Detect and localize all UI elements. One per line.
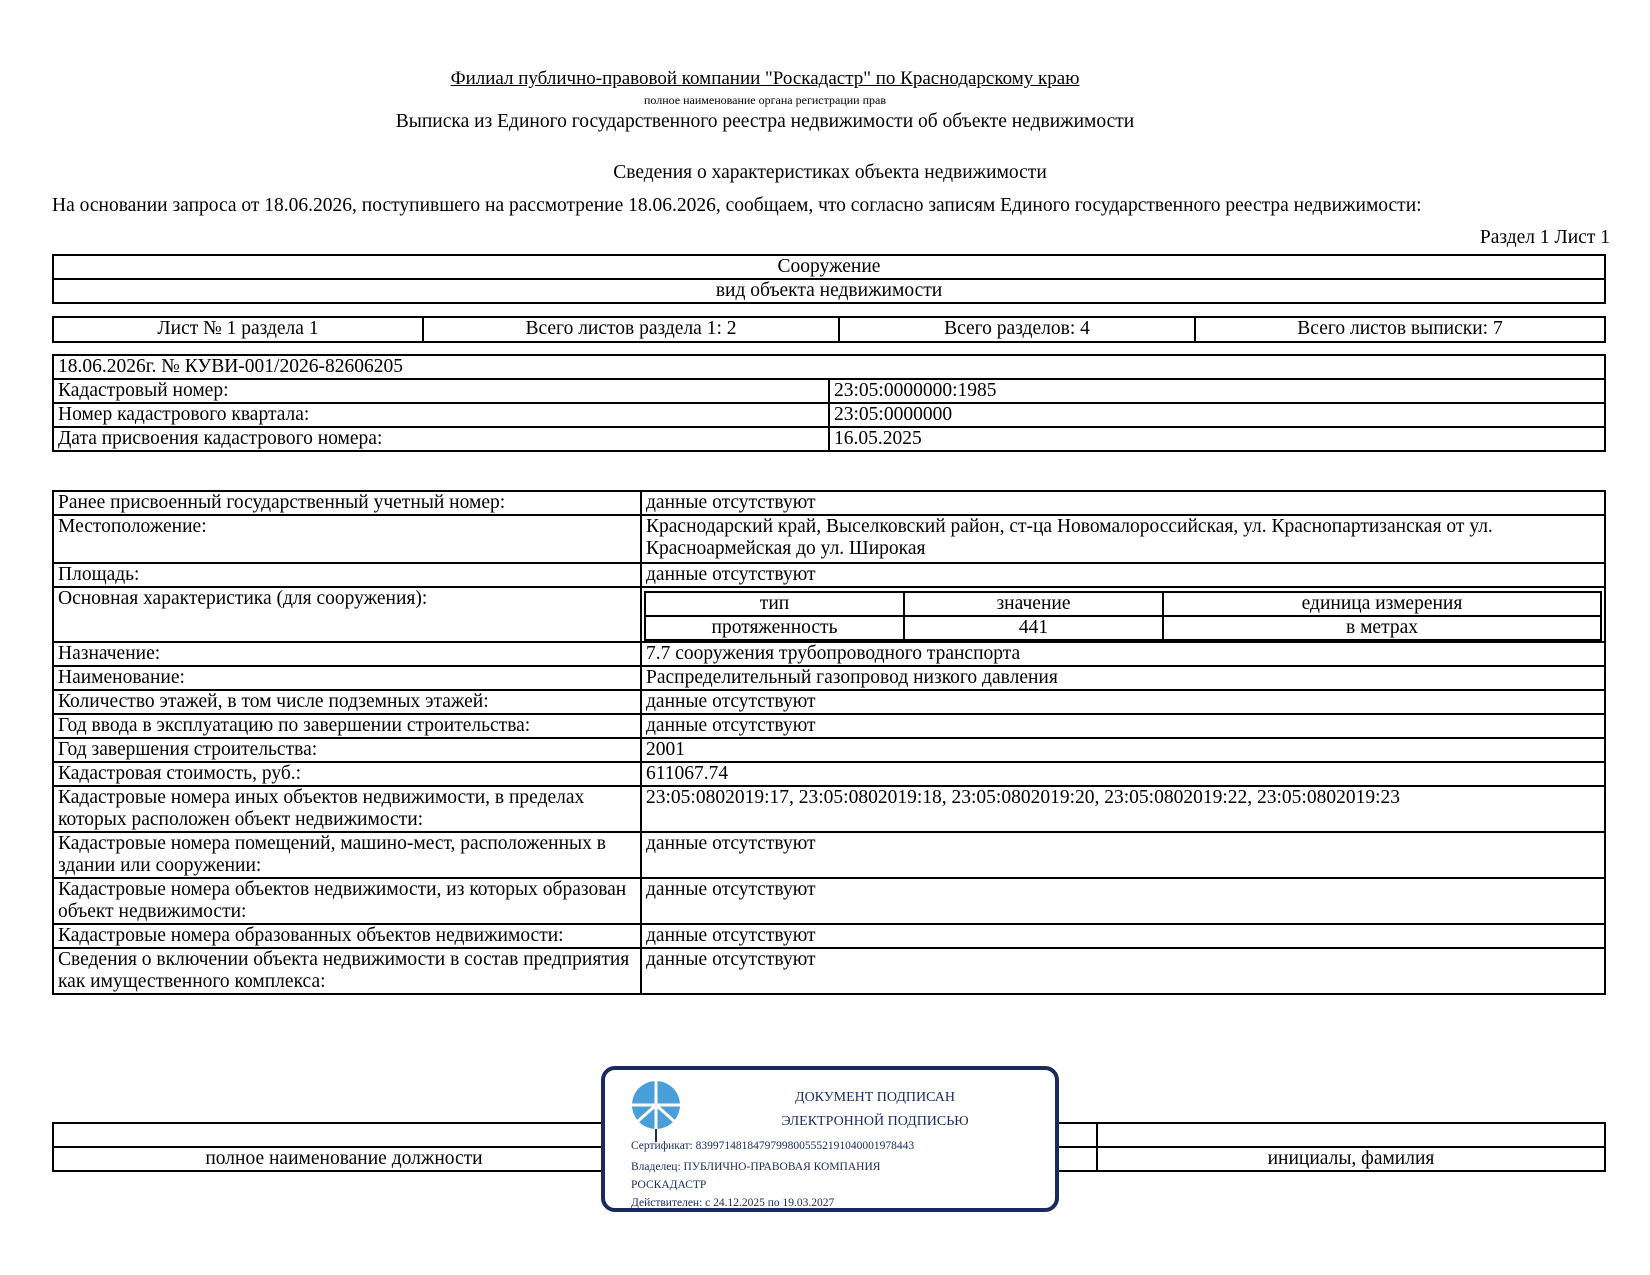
parent-objects-value: 23:05:0802019:17, 23:05:0802019:18, 23:05:0802019:20, 23:05:0802019:22, 23:05:0802019:23 [641,786,1605,832]
table-row [53,786,1605,832]
object-type-value: Сооружение [53,255,1605,279]
completion-year-label: Год завершения строительства: [53,738,641,762]
parent-objects-label: Кадастровые номера иных объектов недвижимости, в пределах которых расположен объект недвижимости: [53,786,641,832]
floors-label: Количество этажей, в том числе подземных этажей: [53,690,641,714]
table-row [53,948,1605,994]
area-value: данные отсутствуют [641,563,1605,587]
table-row [53,587,1605,642]
roskadastr-logo-icon [631,1080,681,1142]
main-characteristic-cell [641,587,1605,642]
purpose-value: 7.7 сооружения трубопроводного транспорта [641,642,1605,666]
characteristic-header-unit: единица измерения [1163,592,1601,616]
characteristic-unit: в метрах [1163,616,1601,640]
commission-year-label: Год ввода в эксплуатацию по завершении строительства: [53,714,641,738]
electronic-signature-stamp [601,1066,1059,1212]
cadastral-number-value: 23:05:0000000:1985 [829,379,1605,403]
cadastral-number-label: Кадастровый номер: [53,379,829,403]
statement-sheet-count: Всего листов выписки: 7 [1195,317,1605,342]
table-row [53,666,1605,690]
commission-year-value: данные отсутствуют [641,714,1605,738]
table-row [53,714,1605,738]
stamp-title-line1: ДОКУМЕНТ ПОДПИСАН [795,1090,955,1105]
purpose-label: Назначение: [53,642,641,666]
assignment-date-value: 16.05.2025 [829,427,1605,451]
table-row [53,642,1605,666]
name-caption: инициалы, фамилия [1097,1147,1605,1171]
main-characteristic-table [644,591,1602,641]
table-row [53,878,1605,924]
section-sheet-count: Всего листов раздела 1: 2 [423,317,839,342]
cadastral-quarter-label: Номер кадастрового квартала: [53,403,829,427]
characteristics-table [52,490,1606,995]
table-row [53,924,1605,948]
stamp-title-line2: ЭЛЕКТРОННОЙ ПОДПИСЬЮ [781,1114,969,1129]
characteristic-header-type: тип [645,592,904,616]
assignment-date-label: Дата присвоения кадастрового номера: [53,427,829,451]
source-objects-value: данные отсутствуют [641,878,1605,924]
enterprise-label: Сведения о включении объекта недвижимости в состав предприятия как имущественного комплекса: [53,948,641,994]
statement-number: 18.06.2026г. № КУВИ-001/2026-82606205 [53,355,1605,379]
sheets-table [52,316,1606,343]
area-label: Площадь: [53,563,641,587]
cadastral-quarter-value: 23:05:0000000 [829,403,1605,427]
cadastral-cost-value: 611067.74 [641,762,1605,786]
identification-table [52,354,1606,452]
section-reference: Раздел 1 Лист 1 [1479,227,1610,248]
stamp-owner-line1: Владелец: ПУБЛИЧНО-ПРАВОВАЯ КОМПАНИЯ [631,1161,881,1173]
table-row [53,738,1605,762]
name-field [1097,1123,1605,1147]
object-type-caption: вид объекта недвижимости [53,279,1605,303]
table-row [53,690,1605,714]
stamp-certificate: Сертификат: 83997148184797998005552191040001978443 [631,1140,915,1152]
completion-year-value: 2001 [641,738,1605,762]
position-field [53,1123,635,1147]
document-title: Выписка из Единого государственного реестра недвижимости об объекте недвижимости [395,111,1135,132]
organization-caption: полное наименование органа регистрации прав [643,93,887,107]
table-row [53,515,1605,563]
section-count: Всего разделов: 4 [839,317,1195,342]
table-row [53,762,1605,786]
object-name-label: Наименование: [53,666,641,690]
table-row [53,832,1605,878]
characteristic-type: протяженность [645,616,904,640]
object-type-table [52,254,1606,304]
characteristic-header-value: значение [904,592,1163,616]
source-objects-label: Кадастровые номера объектов недвижимости, из которых образован объект недвижимости: [53,878,641,924]
location-label: Местоположение: [53,515,641,563]
enterprise-value: данные отсутствуют [641,948,1605,994]
formed-objects-label: Кадастровые номера образованных объектов недвижимости: [53,924,641,948]
location-value: Краснодарский край, Выселковский район, ст-ца Новомалороссийская, ул. Краснопартизанская от ул. Красноармейская до ул. Широкая [641,515,1605,563]
object-name-value: Распределительный газопровод низкого давления [641,666,1605,690]
formed-objects-value: данные отсутствуют [641,924,1605,948]
cadastral-cost-label: Кадастровая стоимость, руб.: [53,762,641,786]
prev-number-label: Ранее присвоенный государственный учетный номер: [53,491,641,515]
characteristic-value: 441 [904,616,1163,640]
organization-name: Филиал публично-правовой компании "Роскадастр" по Краснодарскому краю [450,68,1080,89]
position-caption: полное наименование должности [53,1147,635,1171]
main-characteristic-label: Основная характеристика (для сооружения): [53,587,641,642]
table-row [53,563,1605,587]
document-subtitle: Сведения о характеристиках объекта недвижимости [613,162,1047,183]
intro-text: На основании запроса от 18.06.2026, поступившего на рассмотрение 18.06.2026, сообщаем, что согласно записям Единого государственного реестра недвижимости: [52,195,1422,216]
stamp-validity: Действителен: с 24.12.2025 по 19.03.2027 [631,1197,835,1209]
premises-value: данные отсутствуют [641,832,1605,878]
sheet-number: Лист № 1 раздела 1 [53,317,423,342]
table-row [53,491,1605,515]
prev-number-value: данные отсутствуют [641,491,1605,515]
premises-label: Кадастровые номера помещений, машино-мест, расположенных в здании или сооружении: [53,832,641,878]
floors-value: данные отсутствуют [641,690,1605,714]
stamp-owner-line2: РОСКАДАСТР [631,1179,707,1191]
